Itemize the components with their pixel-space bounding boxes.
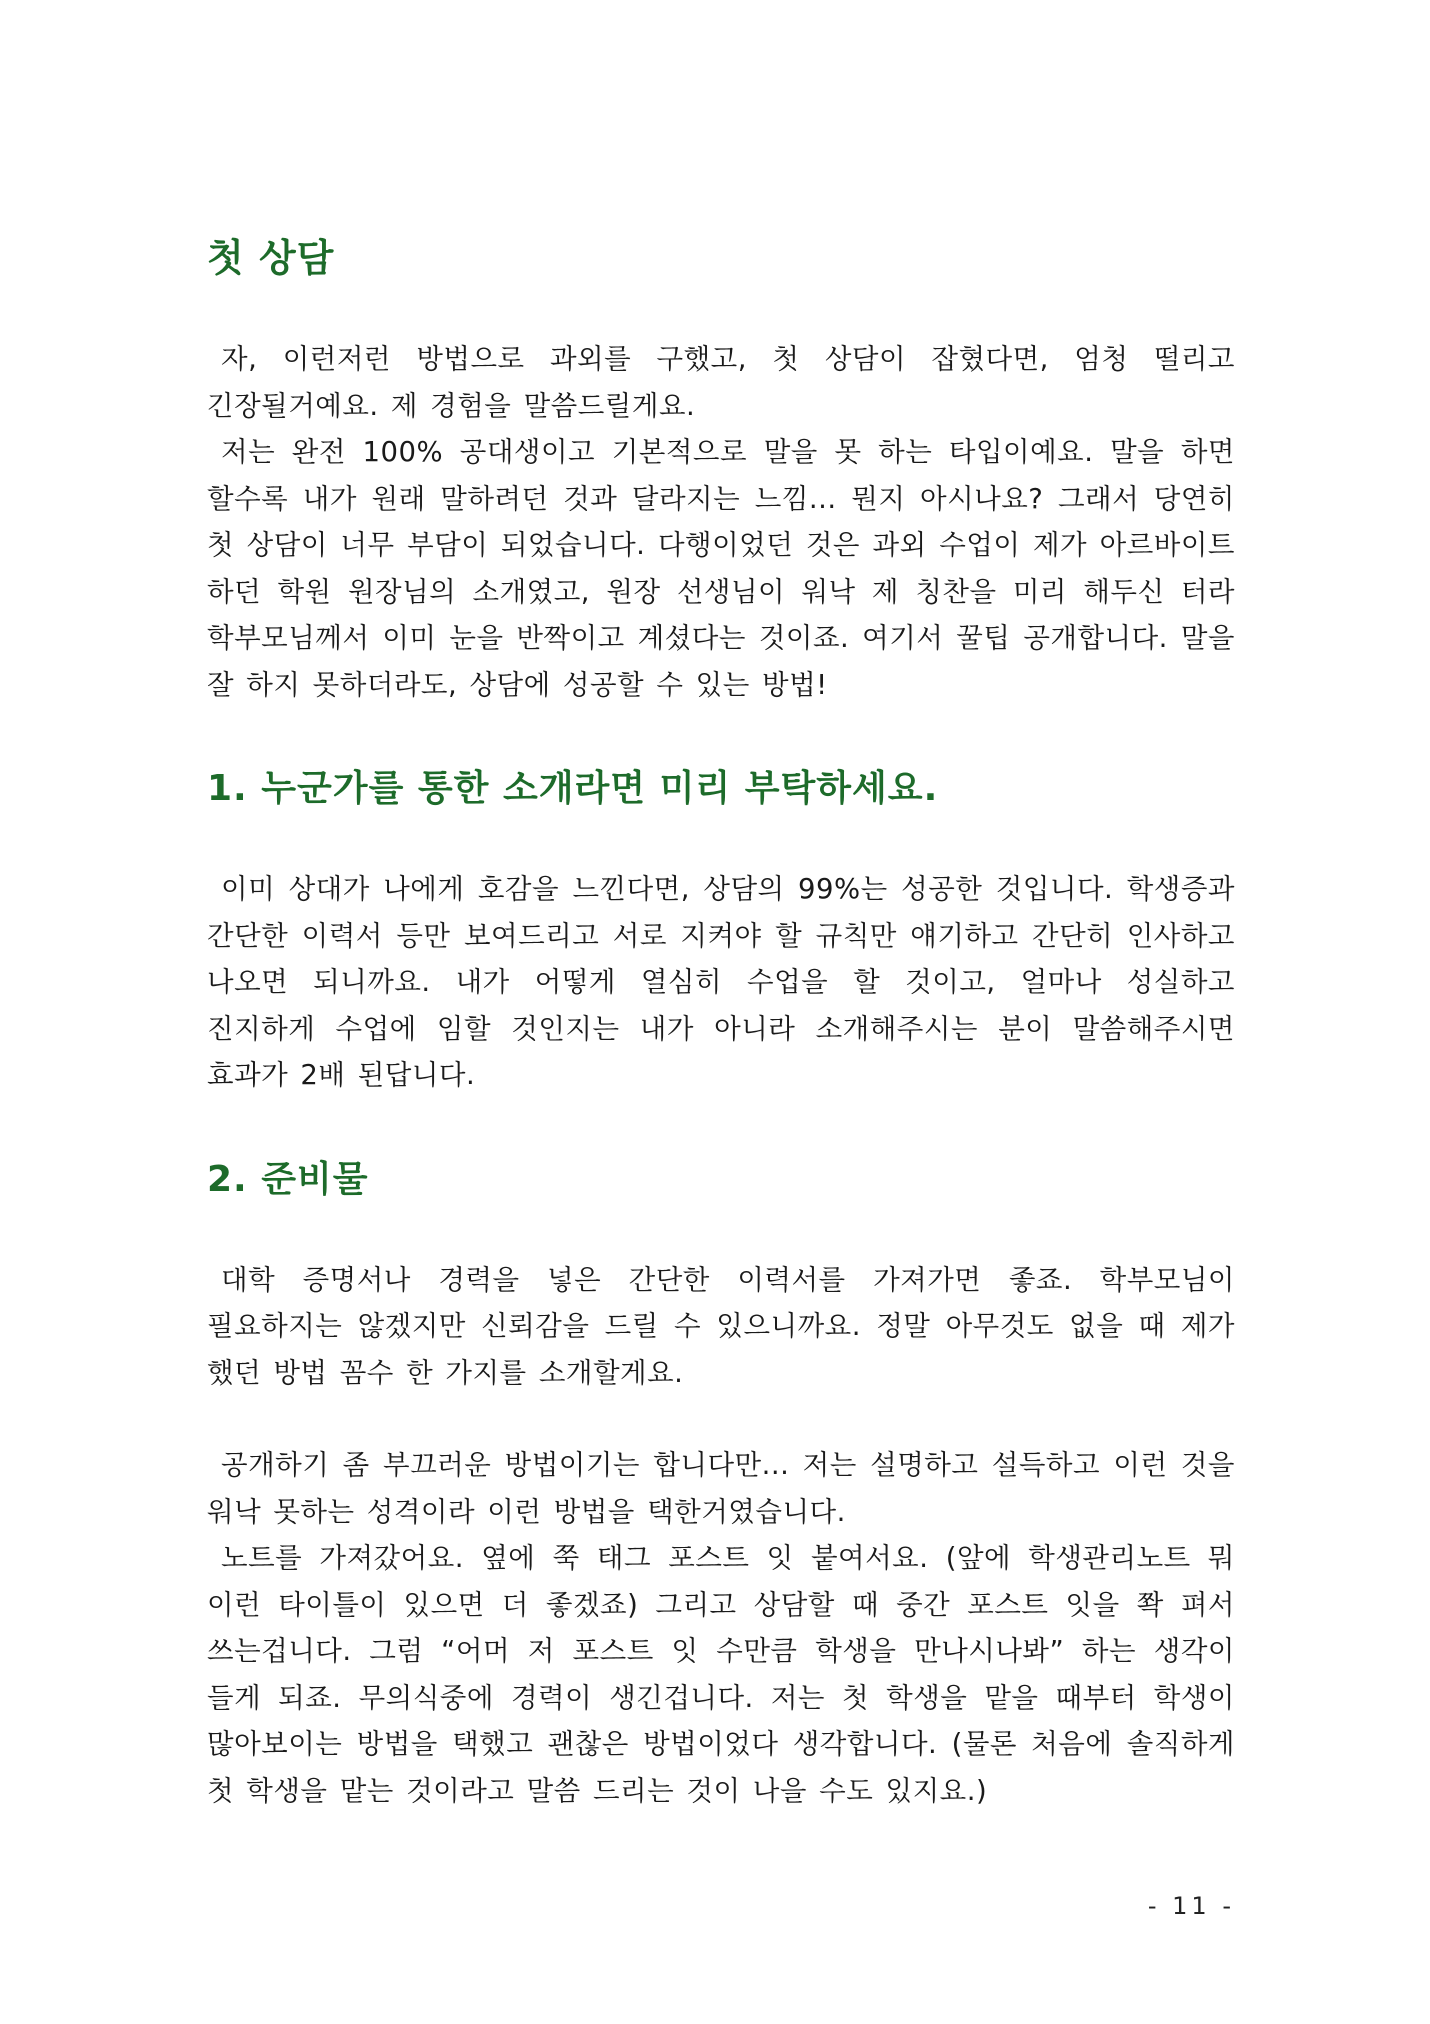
section-heading-referral: 1. 누군가를 통한 소개라면 미리 부탁하세요.	[207, 768, 939, 809]
section-heading-preparation: 2. 준비물	[207, 1158, 369, 1200]
page-number: - 11 -	[1147, 1892, 1235, 1920]
paragraph-gap	[207, 1396, 1235, 1442]
paragraph: 노트를 가져갔어요. 옆에 쭉 태그 포스트 잇 붙여서요. (앞에 학생관리노트 뭐 이런 타이틀이 있으면 더 좋겠죠) 그리고 상담할 때 중간 포스트 잇을 쫙 펴서 쓰는겁니다. 그럼 “어머 저 포스트 잇 수만큼 학생을 만나시나봐” 하는 생각이 들게 되죠. 무의식중에 경력이 생긴겁니다. 저는 첫 학생을 맡을 때부터 학생이 많아보이는 방법을 택했고 괜찮은 방법이었다 생각합니다. (물론 처음에 솔직하게 첫 학생을 맡는 것이라고 말씀 드리는 것이 나을 수도 있지요.)	[207, 1542, 1235, 1807]
paragraph: 이미 상대가 나에게 호감을 느낀다면, 상담의 99%는 성공한 것입니다. 학생증과 간단한 이력서 등만 보여드리고 서로 지켜야 할 규칙만 얘기하고 간단히 인사하고 나오면 되니까요. 내가 어떻게 열심히 수업을 할 것이고, 얼마나 성실하고 진지하게 수업에 임할 것인지는 내가 아니라 소개해주시는 분이 말씀해주시면 효과가 2배 된답니다.	[207, 873, 1235, 1091]
paragraph: 자, 이런저런 방법으로 과외를 구했고, 첫 상담이 잡혔다면, 엄청 떨리고 긴장될거예요. 제 경험을 말씀드릴게요.	[207, 343, 1235, 422]
section-heading-first-consult: 첫 상담	[207, 236, 335, 280]
paragraph: 저는 완전 100% 공대생이고 기본적으로 말을 못 하는 타입이예요. 말을 하면 할수록 내가 원래 말하려던 것과 달라지는 느낌... 뭔지 아시나요? 그래서 당연히 첫 상담이 너무 부담이 되었습니다. 다행이었던 것은 과외 수업이 제가 아르바이트 하던 학원 원장님의 소개였고, 원장 선생님이 워낙 제 칭찬을 미리 해두신 터라 학부모님께서 이미 눈을 반짝이고 계셨다는 것이죠. 여기서 꿀팁 공개합니다. 말을 잘 하지 못하더라도, 상담에 성공할 수 있는 방법!	[207, 436, 1235, 701]
paragraph: 공개하기 좀 부끄러운 방법이기는 합니다만... 저는 설명하고 설득하고 이런 것을 워낙 못하는 성격이라 이런 방법을 택한거였습니다.	[207, 1449, 1235, 1528]
document-page	[207, 228, 1235, 1814]
paragraph: 대학 증명서나 경력을 넣은 간단한 이력서를 가져가면 좋죠. 학부모님이 필요하지는 않겠지만 신뢰감을 드릴 수 있으니까요. 정말 아무것도 없을 때 제가 했던 방법 꼼수 한 가지를 소개할게요.	[207, 1263, 1235, 1389]
